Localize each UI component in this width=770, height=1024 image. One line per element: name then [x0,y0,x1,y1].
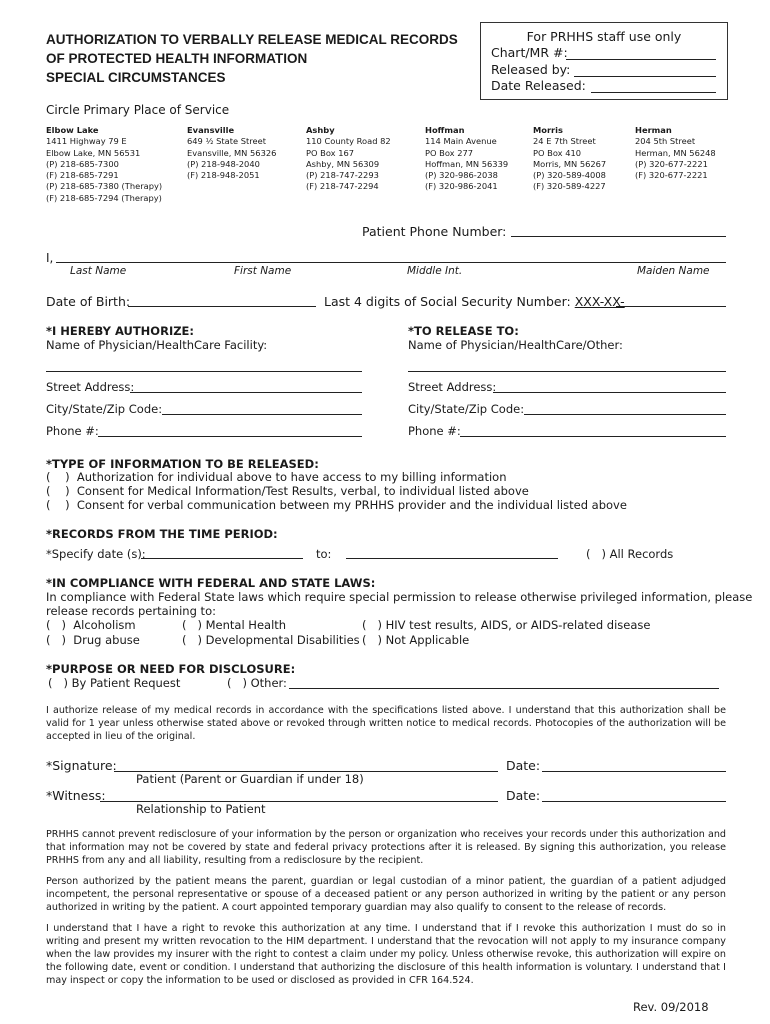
compliance-text-2: release records pertaining to: [46,604,216,618]
all-records-option[interactable]: ( ) All Records [586,547,674,561]
release-to-name-field[interactable] [408,371,726,372]
date-released-label: Date Released: [491,78,586,93]
patient-phone-label: Patient Phone Number: [362,224,507,239]
authorize-city-label: City/State/Zip Code: [46,402,163,416]
to-label: to: [316,547,332,561]
authorize-phone-label: Phone #: [46,424,99,438]
location-evansville[interactable]: Evansville 649 ½ State Street Evansville, MN 56326 (P) 218-948-2040 (F) 218-948-2051 [187,125,277,181]
authorize-name-field[interactable] [46,371,362,372]
authorize-phone-field[interactable] [98,436,362,437]
authorization-statement: I authorize release of my medical records in accordance with the specifications listed above. I understand that this authorization shall be valid for 1 year unless otherwise stated above or revoked through written notice to medical records. Photocopies of the authorization will be accepted in lieu of the original. [46,705,726,742]
date-released-field[interactable] [591,92,716,93]
purpose-other-field[interactable] [289,688,719,689]
witness-date-field[interactable] [542,801,726,802]
date-from-field[interactable] [141,558,303,559]
authorize-street-label: Street Address: [46,380,135,394]
ssn-label: Last 4 digits of Social Security Number: XXX-XX- [324,294,625,309]
purpose-patient-request[interactable]: ( ) By Patient Request [48,676,181,690]
authorized-person-paragraph: Person authorized by the patient means the parent, guardian or legal custodian of a minor patient, the guardian of a patient adjudged incompetent, the personal representative or spouse of a deceased patient or any person authorized in writing by the patient or any person authorized in writing by the patient. A court appointed temporary guardian may also qualify to consent to the release of records. [46,876,726,913]
first-name-caption: First Name [234,265,292,277]
witness-caption: Relationship to Patient [136,802,266,816]
type-info-option-verbal[interactable]: ( ) Consent for verbal communication between my PRHHS provider and the individual listed above [46,498,627,512]
purpose-heading: *PURPOSE OR NEED FOR DISCLOSURE: [46,662,296,676]
revocation-paragraph: I understand that I have a right to revoke this authorization at any time. I understand that if I revoke this authorization I must do so in writing and present my written revocation to the HIM department. I understand that the revocation will not apply to my insurance company when the law provides my insurer with the right to contest a claim under my policy. Unless otherwise revoke, this authorization will expire on the following date, event or condition. I understand that authorizing the disclosure of this health information is voluntary. I understand that I may inspect or copy the information to be used or disclosed as provided in CFR 164.524. [46,923,726,986]
type-info-heading: *TYPE OF INFORMATION TO BE RELEASED: [46,457,319,471]
opt-mental-health[interactable]: ( ) Mental Health [182,618,287,632]
authorize-city-field[interactable] [162,414,362,415]
release-to-city-field[interactable] [524,414,726,415]
release-to-street-label: Street Address: [408,380,497,394]
patient-name-field[interactable] [56,262,726,263]
opt-hiv[interactable]: ( ) HIV test results, AIDS, or AIDS-related disease [362,618,651,632]
date-to-field[interactable] [346,558,558,559]
type-info-option-medical[interactable]: ( ) Consent for Medical Information/Test Results, verbal, to individual listed above [46,484,529,498]
ssn-field[interactable] [616,306,726,307]
purpose-other[interactable]: ( ) Other: [227,676,287,690]
release-to-phone-field[interactable] [460,436,726,437]
location-herman[interactable]: Herman 204 5th Street Herman, MN 56248 (P) 320-677-2221 (F) 320-677-2221 [635,125,716,181]
witness-date-label: Date: [506,788,541,803]
authorize-heading: *I HEREBY AUTHORIZE: [46,324,195,338]
release-to-sub: Name of Physician/HealthCare/Other: [408,338,623,352]
dob-label: Date of Birth: [46,294,131,309]
patient-phone-field[interactable] [511,236,726,237]
location-morris[interactable]: Morris 24 E 7th Street PO Box 410 Morris, MN 56267 (P) 320-589-4008 (F) 320-589-4227 [533,125,607,192]
staff-use-box [480,22,728,100]
released-by-label: Released by: [491,62,571,77]
redisclosure-paragraph: PRHHS cannot prevent redisclosure of your information by the person or organization who receives your records under this authorization and that information may not be covered by state and federal privacy protections after it is released. By signing this authorization, you release PRHHS from any and all liability, resulting from a redisclosure by the recipient. [46,829,726,866]
compliance-text-1: In compliance with Federal State laws which require special permission to release otherwise privileged information, please [46,590,753,604]
authorize-sub: Name of Physician/HealthCare Facility: [46,338,268,352]
signature-date-label: Date: [506,758,541,773]
release-to-street-field[interactable] [493,392,726,393]
opt-developmental[interactable]: ( ) Developmental Disabilities [182,633,360,647]
i-label: I, [46,251,54,265]
middle-int-caption: Middle Int. [407,265,463,277]
signature-label: *Signature: [46,758,117,773]
opt-not-applicable[interactable]: ( ) Not Applicable [362,633,470,647]
circle-place-label: Circle Primary Place of Service [46,103,230,117]
title-line-2: OF PROTECTED HEALTH INFORMATION [46,51,308,66]
opt-alcoholism[interactable]: ( ) Alcoholism [46,618,136,632]
revision-label: Rev. 09/2018 [633,1000,709,1014]
chart-label: Chart/MR #: [491,45,568,60]
authorize-street-field[interactable] [130,392,362,393]
release-to-heading: *TO RELEASE TO: [408,324,519,338]
ssn-prefix: XXX-XX- [574,294,625,309]
location-elbow-lake[interactable]: Elbow Lake 1411 Highway 79 E Elbow Lake, MN 56531 (P) 218-685-7300 (F) 218-685-7291 (P) 218-685-7380 (Therapy) (F) 218-685-7294 (Therapy) [46,125,163,203]
maiden-name-caption: Maiden Name [637,265,710,277]
location-hoffman[interactable]: Hoffman 114 Main Avenue PO Box 277 Hoffman, MN 56339 (P) 320-986-2038 (F) 320-986-2041 [425,125,509,192]
compliance-heading: *IN COMPLIANCE WITH FEDERAL AND STATE LAWS: [46,576,376,590]
signature-caption: Patient (Parent or Guardian if under 18) [136,772,364,786]
location-ashby[interactable]: Ashby 110 County Road 82 PO Box 167 Ashby, MN 56309 (P) 218-747-2293 (F) 218-747-2294 [306,125,391,192]
type-info-option-billing[interactable]: ( ) Authorization for individual above to have access to my billing information [46,470,507,484]
form-title [46,30,458,87]
staff-box-heading: For PRHHS staff use only [526,29,682,44]
signature-date-field[interactable] [542,771,726,772]
release-to-city-label: City/State/Zip Code: [408,402,525,416]
records-heading: *RECORDS FROM THE TIME PERIOD: [46,527,278,541]
release-to-phone-label: Phone #: [408,424,461,438]
specify-date-label: *Specify date (s): [46,547,146,561]
title-line-3: SPECIAL CIRCUMSTANCES [46,70,226,85]
dob-field[interactable] [128,306,316,307]
witness-label: *Witness: [46,788,106,803]
chart-field[interactable] [566,59,716,60]
title-line-1: AUTHORIZATION TO VERBALLY RELEASE MEDICAL RECORDS [46,32,458,47]
released-by-field[interactable] [574,76,716,77]
opt-drug-abuse[interactable]: ( ) Drug abuse [46,633,140,647]
last-name-caption: Last Name [70,265,127,277]
